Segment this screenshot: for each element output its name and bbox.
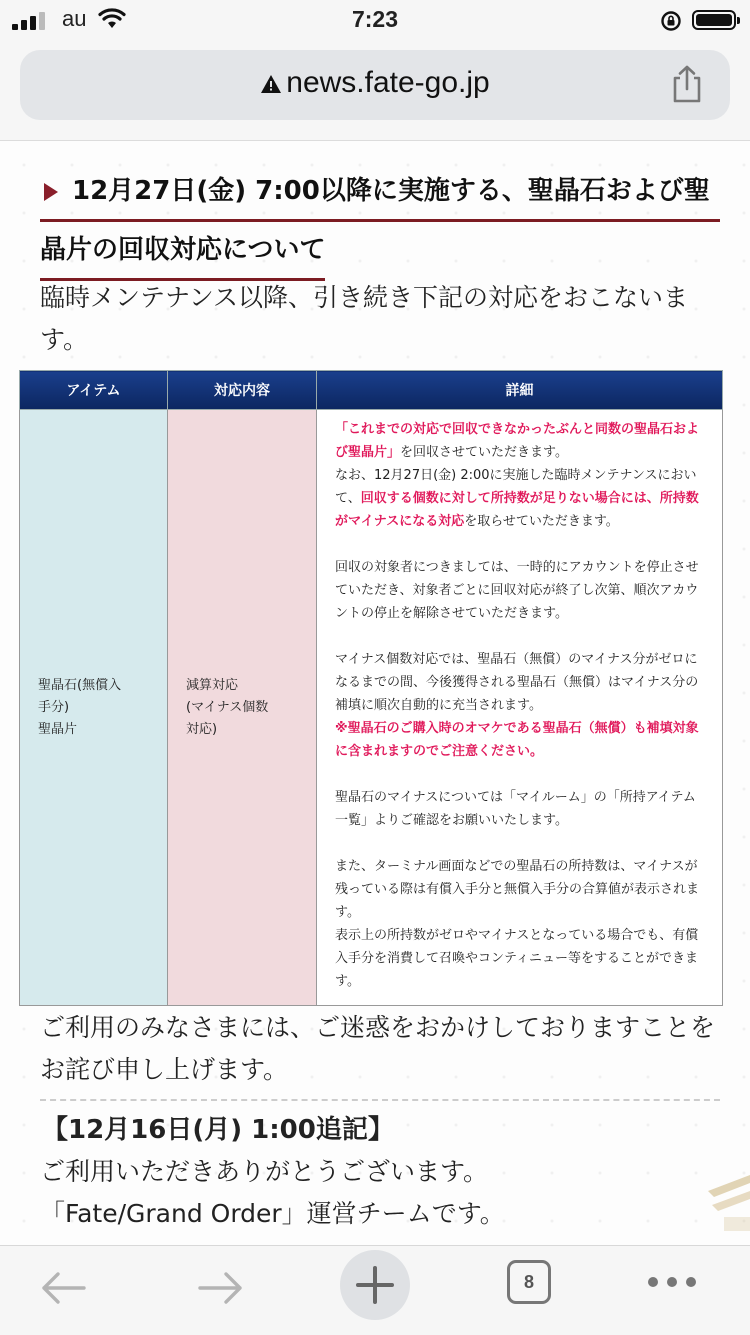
header-response: 対応内容 [168, 371, 317, 410]
cell-item: 聖晶石(無償入 手分) 聖晶片 [20, 410, 168, 1006]
clock: 7:23 [351, 6, 399, 32]
section-heading-line1: 12月27日(金) 7:00以降に実施する、聖晶石および聖 [72, 176, 710, 206]
browser-toolbar [0, 1245, 750, 1335]
section-heading [40, 163, 720, 281]
cell-response: 減算対応 (マイナス個数 対応) [168, 410, 317, 1006]
divider [40, 1099, 720, 1101]
update-greeting: ご利用いただきありがとうございます。 [40, 1157, 489, 1186]
plus-icon [340, 1250, 410, 1320]
triangle-bullet-icon [44, 183, 58, 201]
cell-detail [317, 410, 723, 1006]
info-table [19, 370, 723, 1006]
detail-paragraph-4: 聖晶石のマイナスについては「マイルーム」の「所持アイテム一覧」よりご確認をお願いいたします。 [335, 790, 696, 828]
intro-paragraph: 臨時メンテナンス以降、引き続き下記の対応をおこないます。 [40, 283, 689, 354]
tabs-button[interactable]: 8 [507, 1260, 551, 1304]
more-options-icon[interactable] [646, 1276, 698, 1288]
url-text: news.fate-go.jp [286, 66, 490, 99]
header-item: アイテム [20, 371, 168, 410]
new-tab-button[interactable] [340, 1250, 410, 1320]
update-heading: 【12月16日(月) 1:00追記】 [42, 1115, 394, 1145]
table-row [20, 410, 723, 1006]
signal-strength-icon [12, 12, 45, 30]
detail-paragraph-3: マイナス個数対応では、聖晶石（無償）のマイナス分がゼロになるまでの間、今後獲得される聖晶石（無償）はマイナス分の補填に順次自動的に充当されます。 ※聖晶石のご購入時のオマケである聖晶石（無償）も補填対象に含まれますのでご注意ください。 [335, 652, 699, 759]
forward-arrow-icon[interactable] [196, 1268, 246, 1308]
back-arrow-icon[interactable] [38, 1268, 88, 1308]
warning-icon [260, 74, 282, 94]
detail-paragraph-2: 回収の対象者につきましては、一時的にアカウントを停止させていただき、対象者ごとに回収対応が終了し次第、順次アカウントの停止を解除させていただきます。 [335, 560, 699, 621]
battery-icon [692, 10, 736, 30]
rotation-lock-icon [660, 10, 682, 32]
carrier-name: au [62, 6, 87, 31]
detail-paragraph-1: 「これまでの対応で回収できなかったぶんと同数の聖晶石および聖晶片」を回収させていただきます。 なお、12月27日(金) 2:00に実施した臨時メンテナンスにおいて、回収する個数に対して所持数が足りない場合には、所持数がマイナスになる対応を取らせていただきます。 [335, 422, 700, 529]
wifi-icon [98, 8, 126, 30]
update-signature: 「Fate/Grand Order」運営チームです。 [40, 1199, 505, 1228]
address-bar[interactable] [20, 50, 730, 120]
web-page[interactable] [0, 141, 750, 1245]
table-header-row [20, 371, 723, 410]
detail-paragraph-5: また、ターミナル画面などでの聖晶石の所持数は、マイナスが残っている際は有償入手分と無償入手分の合算値が表示されます。 表示上の所持数がゼロやマイナスとなっている場合でも、有償入手分を消費して召喚やコンティニュー等をすることができます。 [335, 859, 700, 989]
status-bar [0, 0, 750, 40]
browser-chrome [0, 40, 750, 141]
url-display[interactable] [20, 66, 730, 100]
header-detail: 詳細 [317, 371, 723, 410]
decorative-logo-icon [704, 1161, 750, 1231]
section-heading-line2: 晶片の回収対応について [40, 222, 325, 281]
share-icon[interactable] [670, 64, 704, 104]
apology-paragraph: ご利用のみなさまには、ご迷惑をおかけしておりますことをお詫び申し上げます。 [40, 1013, 716, 1084]
